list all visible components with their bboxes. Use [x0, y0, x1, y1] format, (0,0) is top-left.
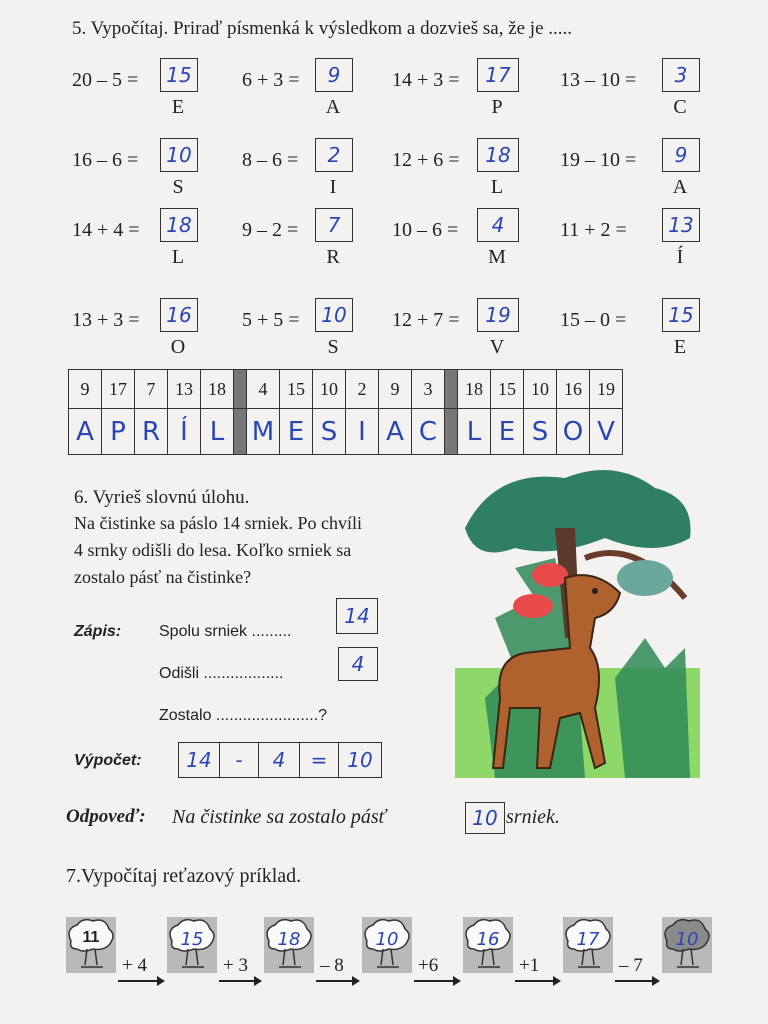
vypocet-cell[interactable]: 14	[186, 748, 212, 772]
code-letter[interactable]: S	[313, 409, 346, 455]
bird-nest	[617, 560, 673, 596]
problem-letter: S	[172, 176, 184, 198]
problem-expr: 13 + 3 =	[72, 309, 140, 331]
odpoved-suffix: srniek.	[506, 806, 560, 828]
problem-answer-box[interactable]: 19	[477, 298, 519, 332]
odpoved-answer-box[interactable]: 10	[465, 802, 505, 834]
vypocet-cell[interactable]: =	[299, 743, 338, 777]
code-number: 18	[458, 370, 491, 409]
problem-expr: 19 – 10 =	[560, 149, 637, 171]
spolu-answer-box[interactable]: 14	[336, 598, 378, 634]
problem-letter: S	[327, 336, 339, 358]
code-number: 7	[135, 370, 168, 409]
chain-answer[interactable]: 15	[180, 929, 204, 950]
problem-expr: 8 – 6 =	[242, 149, 299, 171]
code-letter[interactable]: M	[247, 409, 280, 455]
code-number: 19	[590, 370, 623, 409]
odisli-label: Odišli ..................	[159, 665, 284, 682]
problem-letter: V	[489, 336, 505, 358]
code-letter[interactable]: A	[69, 409, 102, 455]
problem-answer-box[interactable]: 9	[315, 58, 353, 92]
code-letter[interactable]: P	[102, 409, 135, 455]
code-letter[interactable]: L	[201, 409, 234, 455]
problem-letter: A	[325, 96, 341, 118]
chain-operation: – 8	[320, 955, 344, 976]
problem-letter: M	[488, 246, 506, 268]
problem-answer-box[interactable]: 10	[160, 138, 198, 172]
code-number: 10	[313, 370, 346, 409]
vypocet-grid	[178, 742, 382, 778]
code-letter[interactable]: L	[458, 409, 491, 455]
code-separator	[234, 370, 247, 409]
problem-letter: L	[490, 176, 504, 198]
problem-expr: 12 + 6 =	[392, 149, 460, 171]
problem-answer-box[interactable]: 10	[315, 298, 353, 332]
problem-answer-box[interactable]: 17	[477, 58, 519, 92]
chain-operation: +6	[418, 955, 439, 976]
problem-answer-box[interactable]: 18	[477, 138, 519, 172]
task7-title: 7.Vypočítaj reťazový príklad.	[66, 865, 302, 887]
problem-answer-box[interactable]: 13	[662, 208, 700, 242]
code-number: 10	[524, 370, 557, 409]
problem-letter: C	[673, 96, 687, 118]
odpoved-label: Odpoveď:	[66, 806, 146, 827]
code-number: 17	[102, 370, 135, 409]
tree-crown	[465, 470, 691, 553]
deer-ear-right	[513, 594, 553, 618]
chain-answer[interactable]: 10	[675, 929, 699, 950]
problem-answer-box[interactable]: 15	[160, 58, 198, 92]
task6-text-line1: Na čistinke sa páslo 14 srniek. Po chvíli	[74, 513, 362, 533]
odpoved-text: Na čistinke sa zostalo pásť	[172, 806, 386, 828]
chain-answer[interactable]: 16	[476, 929, 500, 950]
chain-operation: – 7	[619, 955, 643, 976]
problem-answer-box[interactable]: 16	[160, 298, 198, 332]
problem-answer-box[interactable]: 18	[160, 208, 198, 242]
code-separator	[445, 370, 458, 409]
problem-letter: P	[491, 96, 503, 118]
problem-answer-box[interactable]: 9	[662, 138, 700, 172]
problem-letter: E	[673, 336, 687, 358]
task6-text-line2: 4 srnky odišli do lesa. Koľko srniek sa	[74, 540, 352, 560]
bush-right	[615, 638, 690, 778]
code-number: 9	[379, 370, 412, 409]
chain-arrow	[515, 980, 559, 982]
code-separator	[445, 409, 458, 455]
chain-start-value: 11	[82, 929, 100, 946]
code-letter[interactable]: C	[412, 409, 445, 455]
chain-arrow	[118, 980, 163, 982]
code-number: 2	[346, 370, 379, 409]
deer-illustration	[455, 468, 700, 798]
code-letter[interactable]: S	[524, 409, 557, 455]
problem-expr: 5 + 5 =	[242, 309, 300, 331]
vypocet-cell[interactable]: 4	[258, 743, 299, 777]
problem-expr: 9 – 2 =	[242, 219, 299, 241]
code-letter[interactable]: V	[590, 409, 623, 455]
task6-text-line3: zostalo pásť na čistinke?	[74, 567, 252, 587]
code-letter[interactable]: O	[557, 409, 590, 455]
code-number: 16	[557, 370, 590, 409]
vypocet-cell[interactable]: -	[219, 743, 258, 777]
code-letter[interactable]: I	[346, 409, 379, 455]
chain-operation: +1	[519, 955, 540, 976]
zostalo-label: Zostalo .......................?	[159, 707, 328, 724]
problem-expr: 20 – 5 =	[72, 69, 139, 91]
chain-arrow	[316, 980, 358, 982]
code-number: 13	[168, 370, 201, 409]
problem-answer-box[interactable]: 7	[315, 208, 353, 242]
task5-title: 5. Vypočítaj. Priraď písmenká k výsledkom a dozvieš sa, že je .....	[72, 18, 573, 39]
problem-expr: 13 – 10 =	[560, 69, 637, 91]
chain-operation: + 4	[122, 955, 147, 976]
code-letter[interactable]: E	[491, 409, 524, 455]
problem-letter: E	[171, 96, 185, 118]
code-number: 18	[201, 370, 234, 409]
chain-arrow	[219, 980, 260, 982]
problem-expr: 6 + 3 =	[242, 69, 300, 91]
code-letter[interactable]: Í	[168, 409, 201, 455]
problem-expr: 10 – 6 =	[392, 219, 459, 241]
zapis-label: Zápis:	[74, 623, 122, 640]
code-number: 15	[280, 370, 313, 409]
code-letter[interactable]: A	[379, 409, 412, 455]
vypocet-cell[interactable]: 10	[338, 743, 381, 777]
code-number: 9	[69, 370, 102, 409]
problem-expr: 14 + 3 =	[392, 69, 460, 91]
problem-letter: L	[171, 246, 185, 268]
problem-letter: Í	[676, 246, 684, 268]
problem-answer-box[interactable]: 15	[662, 298, 700, 332]
problem-letter: I	[329, 176, 337, 198]
chain-answer[interactable]: 10	[375, 929, 399, 950]
problem-expr: 12 + 7 =	[392, 309, 460, 331]
chain-answer[interactable]: 18	[277, 929, 301, 950]
odisli-answer-box[interactable]: 4	[338, 647, 378, 681]
task6-title: 6. Vyrieš slovnú úlohu.	[74, 487, 250, 508]
deer-eye	[592, 588, 598, 594]
problem-answer-box[interactable]: 4	[477, 208, 519, 242]
code-number: 4	[247, 370, 280, 409]
code-letter[interactable]: R	[135, 409, 168, 455]
code-number: 15	[491, 370, 524, 409]
code-table	[68, 369, 623, 455]
code-number: 3	[412, 370, 445, 409]
problem-expr: 16 – 6 =	[72, 149, 139, 171]
code-separator	[234, 409, 247, 455]
vypocet-label: Výpočet:	[74, 752, 142, 769]
chain-operation: + 3	[223, 955, 248, 976]
problem-expr: 14 + 4 =	[72, 219, 140, 241]
problem-answer-box[interactable]: 3	[662, 58, 700, 92]
problem-letter: A	[672, 176, 688, 198]
chain-arrow	[414, 980, 459, 982]
problem-letter: R	[326, 246, 340, 268]
spolu-label: Spolu srniek .........	[159, 623, 292, 640]
problem-expr: 15 – 0 =	[560, 309, 627, 331]
chain-answer[interactable]: 17	[576, 929, 600, 950]
deer-ear-left	[532, 563, 568, 587]
problem-answer-box[interactable]: 2	[315, 138, 353, 172]
chain-arrow	[615, 980, 658, 982]
problem-letter: O	[170, 336, 186, 358]
problem-expr: 11 + 2 =	[560, 219, 627, 241]
code-letter[interactable]: E	[280, 409, 313, 455]
